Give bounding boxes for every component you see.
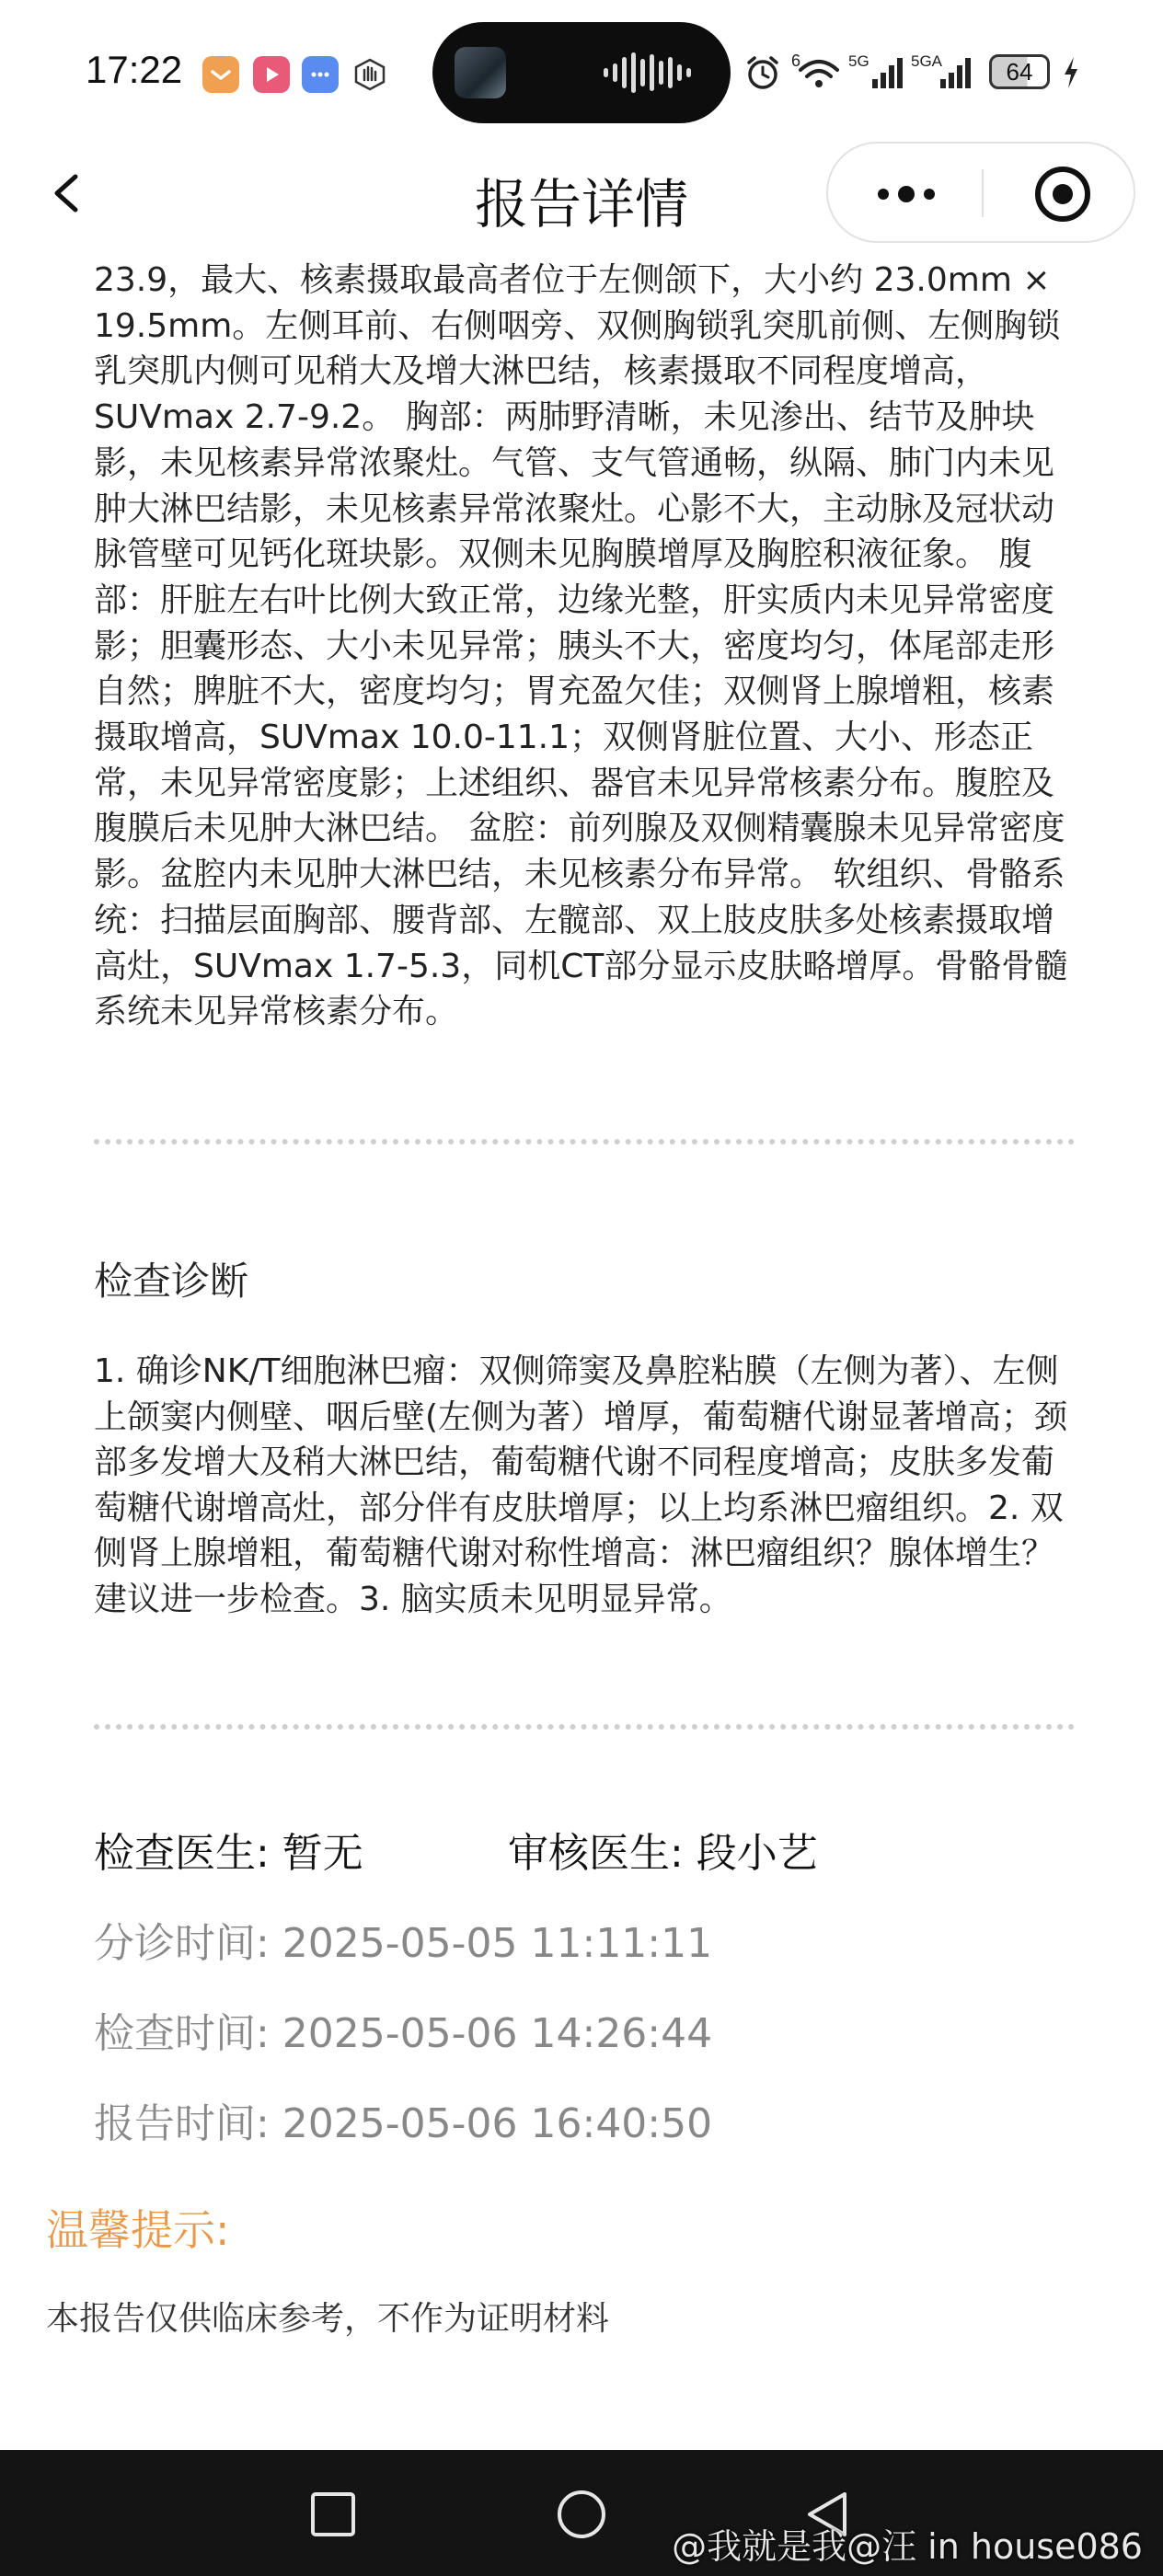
close-button[interactable] — [1021, 162, 1104, 226]
battery-icon: 64 — [989, 54, 1050, 89]
tips-text: 本报告仅供临床参考，不作为证明材料 — [46, 2300, 610, 2338]
nav-bar — [0, 138, 1163, 248]
wifi-icon — [791, 50, 843, 92]
diagnosis-text: 1. 确诊NK/T细胞淋巴瘤：双侧筛窦及鼻腔粘膜（左侧为著）、左侧上颌窦内侧壁、咽后壁(左侧为著）增厚，葡萄糖代谢显著增高；颈部多发增大及稍大淋巴结，葡萄糖代谢不同程度增高；皮肤多发葡萄糖代谢增高灶，部分伴有皮肤增厚；以上均系淋巴瘤组织。2. 双侧肾上腺增粗，葡萄糖代谢对称性增高：淋巴瘤组织？腺体增生？建议进一步检查。3. 脑实质未见明显异常。 — [94, 1352, 1068, 1618]
status-bar — [0, 0, 1163, 138]
system-nav-bar — [0, 2450, 1163, 2576]
gesture-icon — [351, 56, 388, 93]
chat-app-icon — [302, 56, 339, 93]
audio-waveform-icon — [602, 50, 703, 96]
more-button[interactable] — [856, 162, 957, 226]
recents-button[interactable] — [305, 2487, 361, 2542]
section-divider — [94, 1724, 1075, 1730]
signal-5g-label: 5G — [848, 52, 869, 70]
watermark-text: @我就是我@汪 in house086 — [672, 2526, 1143, 2567]
wifi-label: 6 — [791, 52, 801, 70]
recents-square-icon — [305, 2487, 361, 2542]
video-app-icon — [253, 56, 290, 93]
capsule-divider — [982, 169, 984, 217]
mini-program-capsule — [826, 142, 1135, 243]
home-button[interactable] — [554, 2487, 609, 2542]
home-circle-icon — [554, 2487, 609, 2542]
more-dots-icon — [856, 162, 957, 226]
charging-icon — [1062, 55, 1080, 90]
review-doctor: 审核医生: 段小艺 — [508, 1830, 818, 1877]
signal-5ga-label: 5GA — [911, 52, 943, 70]
alarm-icon — [743, 53, 782, 92]
exam-time: 检查时间: 2025-05-06 14:26:44 — [94, 2010, 713, 2057]
message-app-icon — [202, 56, 239, 93]
report-time: 报告时间: 2025-05-06 16:40:50 — [94, 2100, 713, 2147]
section-divider — [94, 1139, 1075, 1144]
signal-5ga-icon — [911, 50, 975, 92]
dynamic-island[interactable] — [432, 22, 731, 123]
signal-5g-icon — [848, 50, 907, 92]
target-close-icon — [1021, 162, 1104, 226]
exam-doctor: 检查医生: 暂无 — [94, 1830, 363, 1877]
tips-title: 温馨提示: — [46, 2205, 230, 2255]
page-title: 报告详情 — [474, 173, 688, 236]
status-time: 17:22 — [86, 48, 183, 91]
diagnosis-heading: 检查诊断 — [94, 1259, 249, 1304]
findings-text: 23.9，最大、核素摄取最高者位于左侧颌下，大小约 23.0mm × 19.5mm。左侧耳前、右侧咽旁、双侧胸锁乳突肌前侧、左侧胸锁乳突肌内侧可见稍大及增大淋巴结，核素摄取不同程度增高，SUVmax 2.7-9.2。 胸部：两肺野清晰，未见渗出、结节及肿块影，未见核素异常浓聚灶。气管、支气管通畅，纵隔、肺门内未见肿大淋巴结影，未见核素异常浓聚灶。心影不大，主动脉及冠状动脉管壁可见钙化斑块影。双侧未见胸膜增厚及胸腔积液征象。 腹部：肝脏左右叶比例大致正常，边缘光整，肝实质内未见异常密度影；胆囊形态、大小未见异常；胰头不大，密度均匀，体尾部走形自然；脾脏不大，密度均匀；胃充盈欠佳；双侧肾上腺增粗，核素摄取增高，SUVmax 10.0-11.1；双侧肾脏位置、大小、形态正常，未见异常密度影；上述组织、器官未见异常核素分布。腹腔及腹膜后未见肿大淋巴结。 盆腔：前列腺及双侧精囊腺未见异常密度影。盆腔内未见肿大淋巴结，未见核素分布异常。 软组织、骨骼系统：扫描层面胸部、腰背部、左髋部、双上肢皮肤多处核素摄取增高灶，SUVmax 1.7-5.3，同机CT部分显示皮肤略增厚。骨骼骨髓系统未见异常核素分布。 — [94, 261, 1068, 1031]
media-thumbnail — [455, 47, 506, 98]
triage-time: 分诊时间: 2025-05-05 11:11:11 — [94, 1920, 713, 1967]
